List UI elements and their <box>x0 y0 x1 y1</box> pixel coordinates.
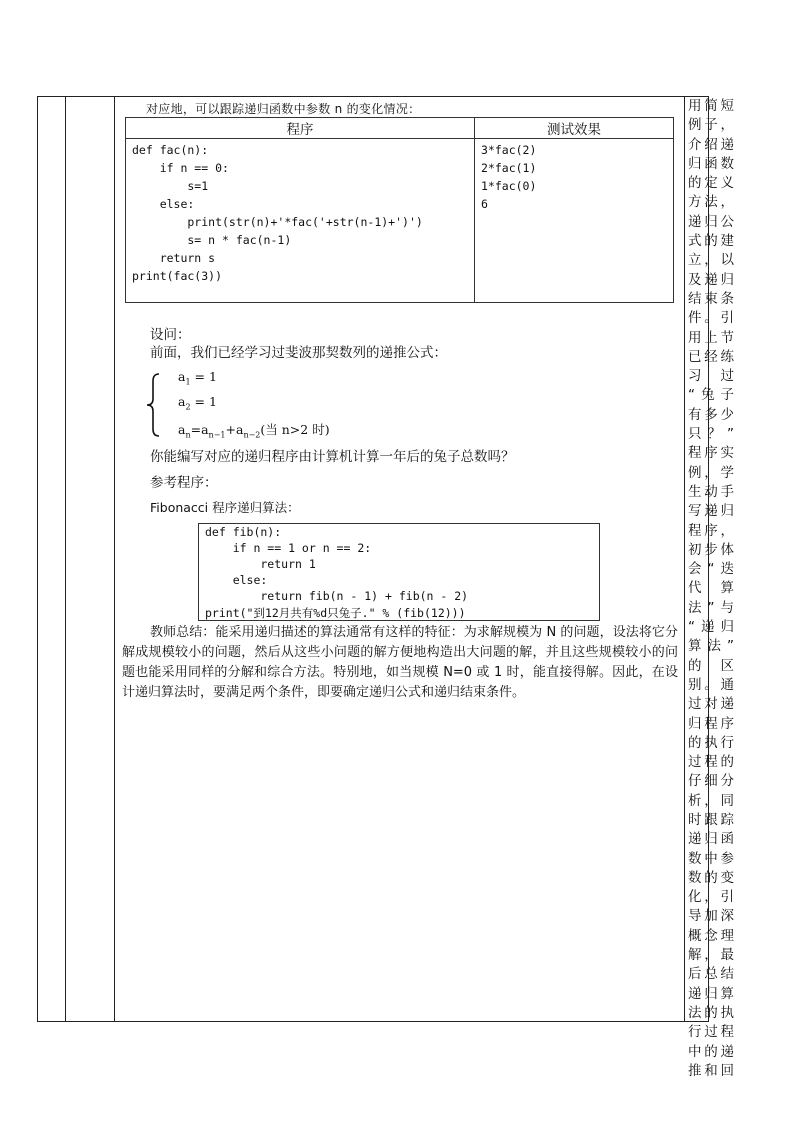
side-note-line: 代 算 <box>688 580 734 597</box>
question-label: 设问： <box>150 327 191 343</box>
side-note-line: 及递归 <box>688 271 734 288</box>
side-note-line: 后总结 <box>688 966 734 983</box>
side-note-line: 写递归 <box>688 503 734 520</box>
formula-line-2: $a_2 = 1$ <box>178 394 217 412</box>
design-intent-column <box>688 97 734 1081</box>
result-header: 测试效果 <box>475 118 674 139</box>
column-divider-2 <box>114 96 115 1022</box>
side-note-line: 数的变 <box>688 869 734 886</box>
side-note-line: 中的递 <box>688 1043 734 1060</box>
formula-line-1: $a_1 = 1$ <box>178 369 217 387</box>
side-note-line: 法”与 <box>688 599 734 616</box>
side-note-line: 用简短 <box>688 98 734 114</box>
side-note-line: “递归 <box>688 619 734 636</box>
side-note-line: 递归函 <box>688 831 734 848</box>
side-note-line: 算法” <box>688 638 734 655</box>
formula-line-2-value: = 1 <box>194 394 217 409</box>
side-note-line: 析，同 <box>688 792 734 809</box>
side-note-line: 推和回 <box>688 1062 734 1079</box>
program-table <box>125 117 674 303</box>
algorithm-label: Fibonacci 程序递归算法： <box>150 500 300 515</box>
formula-line-1-value: = 1 <box>194 369 217 384</box>
side-note-line: 概念理 <box>688 927 734 944</box>
side-note-line: 例子， <box>688 117 734 134</box>
column-divider-3 <box>684 96 685 1022</box>
fib-code-line: def fib(n): <box>205 525 282 539</box>
side-note-line: 别。通 <box>688 676 734 693</box>
side-note-line: 时跟踪 <box>688 811 734 828</box>
code-line: s=1 <box>132 179 209 193</box>
code-line: else: <box>132 197 195 211</box>
side-note-line: 化，引 <box>688 889 734 906</box>
side-note-line: 已经练 <box>688 348 734 365</box>
side-note-line: 件。引 <box>688 310 734 327</box>
column-divider-1 <box>65 96 66 1022</box>
side-note-line: 程序实 <box>688 445 734 462</box>
side-note-line: 的 区 <box>688 657 734 674</box>
side-note-line: 的定义 <box>688 175 734 192</box>
fibonacci-code-box <box>198 523 600 621</box>
side-note-line: 过程的 <box>688 754 734 771</box>
side-note-line: 解，最 <box>688 947 734 964</box>
output-line: 2*fac(1) <box>481 161 537 175</box>
side-note-line: 过对递 <box>688 696 734 713</box>
side-note-line: 方法， <box>688 194 734 211</box>
question-text: 前面，我们已经学习过斐波那契数列的递推公式： <box>150 345 447 361</box>
side-note-line: 归程序 <box>688 715 734 732</box>
side-note-line: 例，学 <box>688 464 734 481</box>
formula-line-3-condition: (当 n>2 时) <box>260 422 330 437</box>
fib-code-line: return fib(n - 1) + fib(n - 2) <box>205 589 469 603</box>
question-ask: 你能编写对应的递归程序由计算机计算一年后的兔子总数吗？ <box>150 449 515 465</box>
code-line: if n == 0: <box>132 161 229 175</box>
fib-code-line: print("到12月共有%d只兔子." % (fib(12))) <box>205 606 466 620</box>
output-line: 1*fac(0) <box>481 179 537 193</box>
fib-code-line: return 1 <box>205 557 316 571</box>
side-note-line: 会“迭 <box>688 561 734 578</box>
output-line: 6 <box>481 197 488 211</box>
output-line: 3*fac(2) <box>481 143 537 157</box>
fib-code-line: if n == 1 or n == 2: <box>205 541 372 555</box>
left-brace-icon <box>146 373 160 437</box>
side-note-line: 式的建 <box>688 233 734 250</box>
code-line: def fac(n): <box>132 143 209 157</box>
side-note-line: 介绍递 <box>688 136 734 153</box>
side-note-line: 结束条 <box>688 290 734 307</box>
side-note-line: 立，以 <box>688 252 734 269</box>
side-note-line: 数中参 <box>688 850 734 867</box>
reference-label: 参考程序： <box>150 475 218 491</box>
teacher-summary: 教师总结：能采用递归描述的算法通常有这样的特征：为求解规模为 N 的问题，设法将它分解成规模较小的问题，然后从这些小问题的解方便地构造出大问题的解，并且这些规模较小的问题也能采用同样的分解和综合方法。特别地，如当规模 N=0 或 1 时，能直接得解。因此，在设计递归算法时，要满足两个条件，即要确定递归公式和递归结束条件。 <box>122 625 678 700</box>
formula-line-3: $a_n=a_{n-1}+a_{n-2}$(当 n>2 时) <box>178 422 330 440</box>
intro-text: 对应地，可以跟踪递归函数中参数 n 的变化情况： <box>146 102 421 116</box>
program-code-cell <box>126 139 475 303</box>
side-note-line: 的执行 <box>688 734 734 751</box>
program-header: 程序 <box>126 118 475 139</box>
side-note-line: 生动手 <box>688 483 734 500</box>
side-note-line: 习 过 <box>688 368 734 385</box>
side-note-line: 仔细分 <box>688 773 734 790</box>
code-line: return s <box>132 251 216 265</box>
side-note-line: 递归算 <box>688 985 734 1002</box>
side-note-line: 有多少 <box>688 406 734 423</box>
code-line: s= n * fac(n-1) <box>132 233 292 247</box>
code-line: print(fac(3)) <box>132 269 223 283</box>
test-output-cell <box>475 139 674 303</box>
code-line: print(str(n)+'*fac('+str(n-1)+')') <box>132 215 423 229</box>
side-note-line: 法的执 <box>688 1004 734 1021</box>
side-note-line: 用上节 <box>688 329 734 346</box>
side-note-line: 递归公 <box>688 213 734 230</box>
fib-code-line: else: <box>205 573 268 587</box>
side-note-line: “兔子 <box>688 387 734 404</box>
side-note-line: 只？” <box>688 426 734 443</box>
side-note-line: 归函数 <box>688 155 734 172</box>
side-note-line: 程序， <box>688 522 734 539</box>
side-note-line: 行过程 <box>688 1024 734 1041</box>
side-note-line: 导加深 <box>688 908 734 925</box>
side-note-line: 初步体 <box>688 541 734 558</box>
